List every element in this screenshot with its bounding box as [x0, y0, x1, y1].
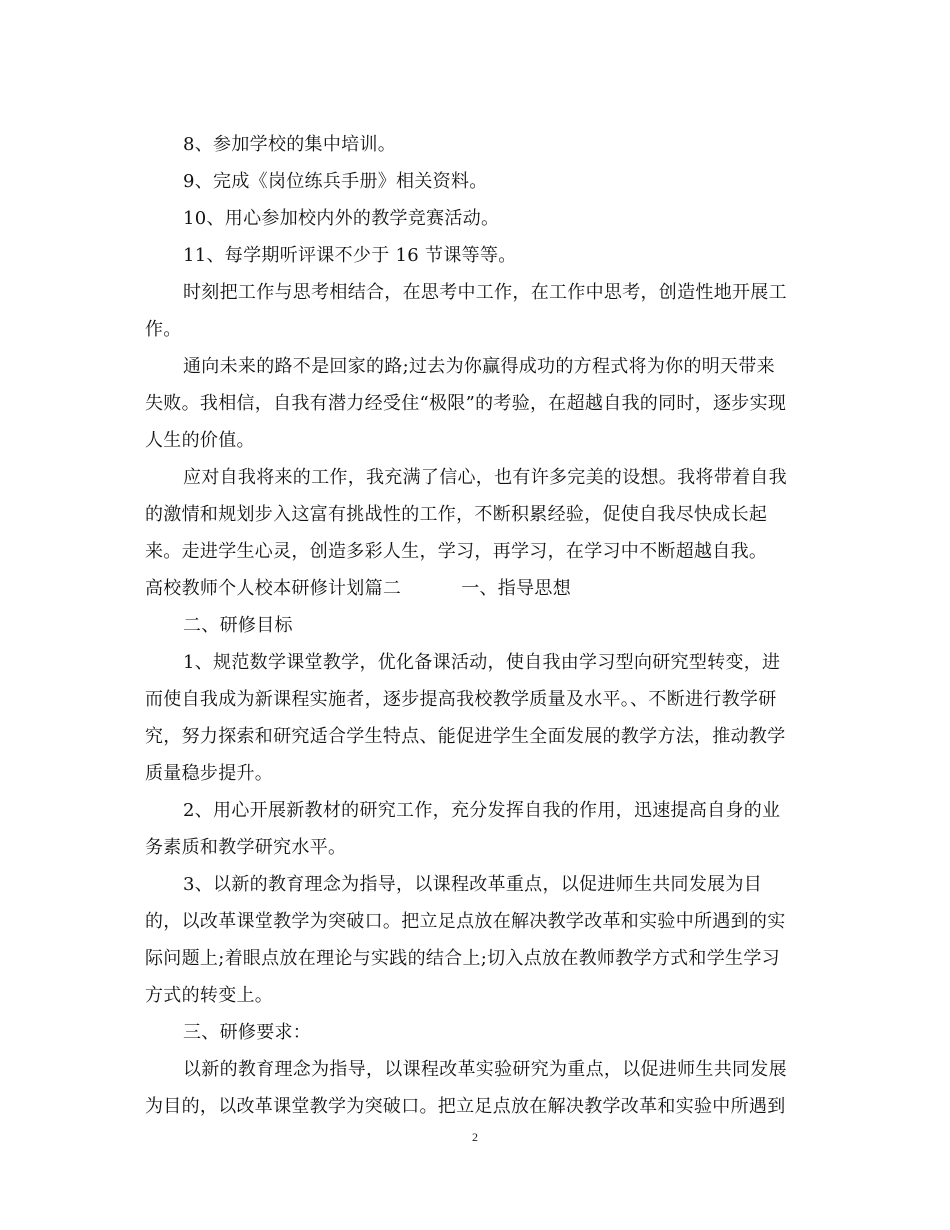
- paragraph-line: 来。走进学生心灵，创造多彩人生，学习，再学习，在学习中不断超越自我。: [145, 541, 768, 562]
- paragraph-line: 际问题上;着眼点放在理论与实践的结合上;切入点放在教师教学方式和学生学习: [145, 948, 780, 969]
- paragraph-line: 3、以新的教育理念为指导，以课程改革重点，以促进师生共同发展为目: [183, 874, 763, 895]
- section-heading-requirements: 三、研修要求：: [183, 1022, 312, 1043]
- list-item-8: 8、参加学校的集中培训。: [183, 134, 397, 155]
- list-item-11: 11、每学期听评课不少于 16 节课等等。: [183, 245, 517, 266]
- paragraph-line: 而使自我成为新课程实施者，逐步提高我校教学质量及水平。、不断进行教学研: [145, 689, 777, 710]
- paragraph-line: 方式的转变上。: [145, 985, 274, 1006]
- paragraph-line: 的，以改革课堂教学为突破口。把立足点放在解决教学改革和实验中所遇到的实: [145, 911, 786, 932]
- paragraph-line: 通向未来的路不是回家的路;过去为你赢得成功的方程式将为你的明天带来: [183, 356, 775, 377]
- paragraph-line: 人生的价值。: [145, 430, 255, 451]
- section-heading-line: [145, 570, 805, 607]
- page-number: 2: [472, 1130, 478, 1144]
- list-item-10: 10、用心参加校内外的教学竞赛活动。: [183, 208, 500, 229]
- paragraph-line: 时刻把工作与思考相结合，在思考中工作，在工作中思考，创造性地开展工: [183, 282, 787, 303]
- list-item-9: 9、完成《岗位练兵手册》相关资料。: [183, 171, 488, 192]
- paragraph-line: 务素质和教学研究水平。: [145, 837, 347, 858]
- paragraph-line: 以新的教育理念为指导，以课程改革实验研究为重点，以促进师生共同发展: [183, 1059, 787, 1080]
- paragraph-line: 究，努力探索和研究适合学生特点、能促进学生全面发展的教学方法，推动教学: [145, 726, 786, 747]
- document-body: [145, 126, 805, 1125]
- paragraph-line: 作。: [145, 319, 182, 340]
- paragraph-line: 应对自我将来的工作，我充满了信心，也有许多完美的设想。我将带着自我: [183, 467, 787, 488]
- article-title: 高校教师个人校本研修计划篇二: [145, 578, 402, 599]
- section-heading-goals: 二、研修目标: [183, 615, 293, 636]
- paragraph-line: 质量稳步提升。: [145, 763, 274, 784]
- paragraph-line: 为目的，以改革课堂教学为突破口。把立足点放在解决教学改革和实验中所遇到: [145, 1096, 786, 1117]
- paragraph-line: 的激情和规划步入这富有挑战性的工作，不断积累经验，促使自我尽快成长起: [145, 504, 768, 525]
- section-heading-guiding-thought: 一、指导思想: [461, 578, 572, 599]
- paragraph-line: 失败。我相信，自我有潜力经受住“极限”的考验，在超越自我的同时，逐步实现: [145, 393, 787, 414]
- paragraph-line: 2、用心开展新教材的研究工作，充分发挥自我的作用，迅速提高自身的业: [183, 800, 781, 821]
- paragraph-line: 1、规范数学课堂教学，优化备课活动，使自我由学习型向研究型转变，进: [183, 652, 781, 673]
